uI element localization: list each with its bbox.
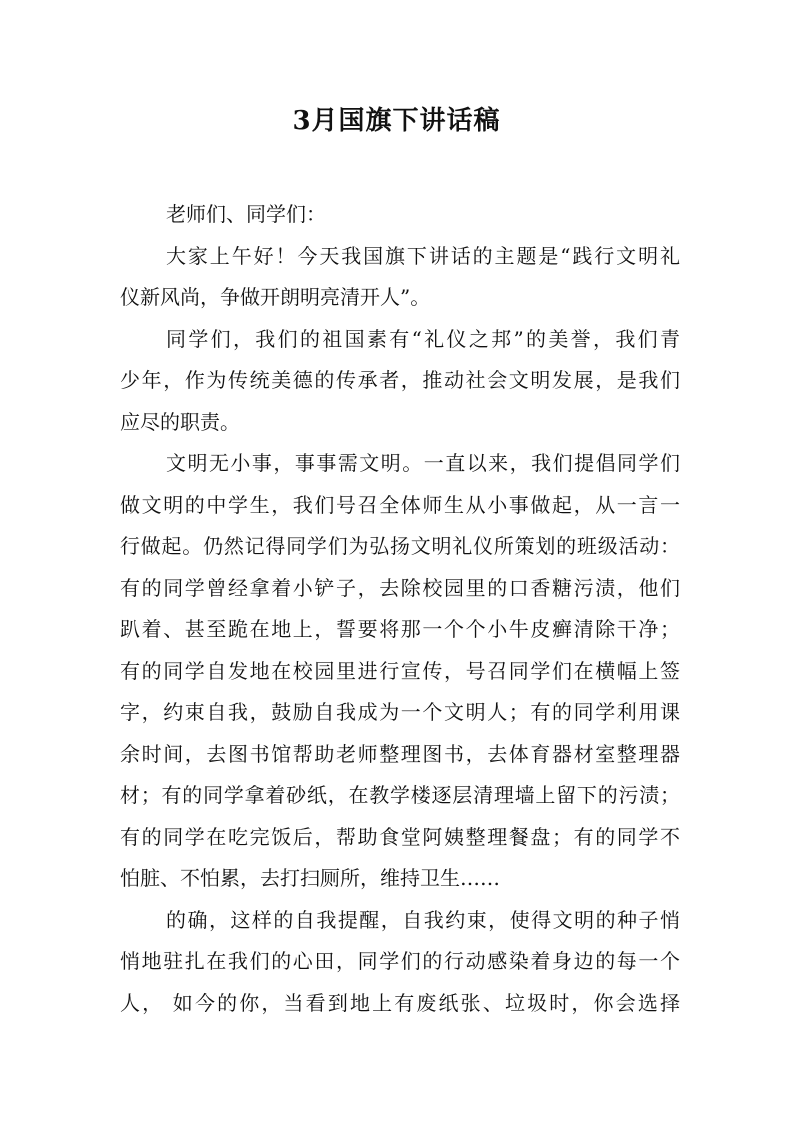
paragraph-line: 材；有的同学拿着砂纸，在教学楼逐层清理墙上留下的污渍； <box>120 783 680 807</box>
paragraph-line: 应尽的职责。 <box>120 409 240 434</box>
document-title: 3月国旗下讲话稿 <box>292 106 501 136</box>
paragraph-line: 有的同学在吃完饭后，帮助食堂阿姨整理餐盘；有的同学不 <box>120 824 680 849</box>
paragraph-line: 大家上午好！今天我国旗下讲话的主题是“践行文明礼 <box>166 243 680 268</box>
paragraph-line: 悄地驻扎在我们的心田，同学们的行动感染着身边的每一个 <box>120 949 680 973</box>
paragraph-line: 少年，作为传统美德的传承者，推动社会文明发展，是我们 <box>120 368 680 392</box>
paragraph-line: 仪新风尚，争做开朗明亮清开人”。 <box>120 285 431 309</box>
paragraph-line: 文明无小事，事事需文明。一直以来，我们提倡同学们 <box>166 451 680 475</box>
paragraph-line: 行做起。仍然记得同学们为弘扬文明礼仪所策划的班级活动： <box>120 534 680 558</box>
paragraph-line: 字，约束自我，鼓励自我成为一个文明人；有的同学利用课 <box>120 700 680 724</box>
paragraph-line: 余时间，去图书馆帮助老师整理图书，去体育器材室整理器 <box>120 741 680 766</box>
paragraph-line: 怕脏、不怕累，去打扫厕所，维持卫生…… <box>120 866 500 890</box>
paragraph-line: 同学们，我们的祖国素有“礼仪之邦”的美誉，我们青 <box>166 326 680 351</box>
paragraph-line: 人， 如今的你，当看到地上有废纸张、垃圾时，你会选择 <box>120 990 680 1015</box>
document-body <box>120 199 680 1029</box>
paragraph-line: 有的同学自发地在校园里进行宣传，号召同学们在横幅上签 <box>120 658 680 683</box>
paragraph-line: 有的同学曾经拿着小铲子，去除校园里的口香糖污渍，他们 <box>120 575 680 600</box>
paragraph-line: 老师们、同学们： <box>166 202 326 226</box>
paragraph-line: 的确，这样的自我提醒，自我约束，使得文明的种子悄 <box>166 907 680 932</box>
paragraph-line: 做文明的中学生，我们号召全体师生从小事做起，从一言一 <box>120 492 680 517</box>
paragraph-line: 趴着、甚至跪在地上，誓要将那一个个小牛皮癣清除干净； <box>120 617 680 641</box>
